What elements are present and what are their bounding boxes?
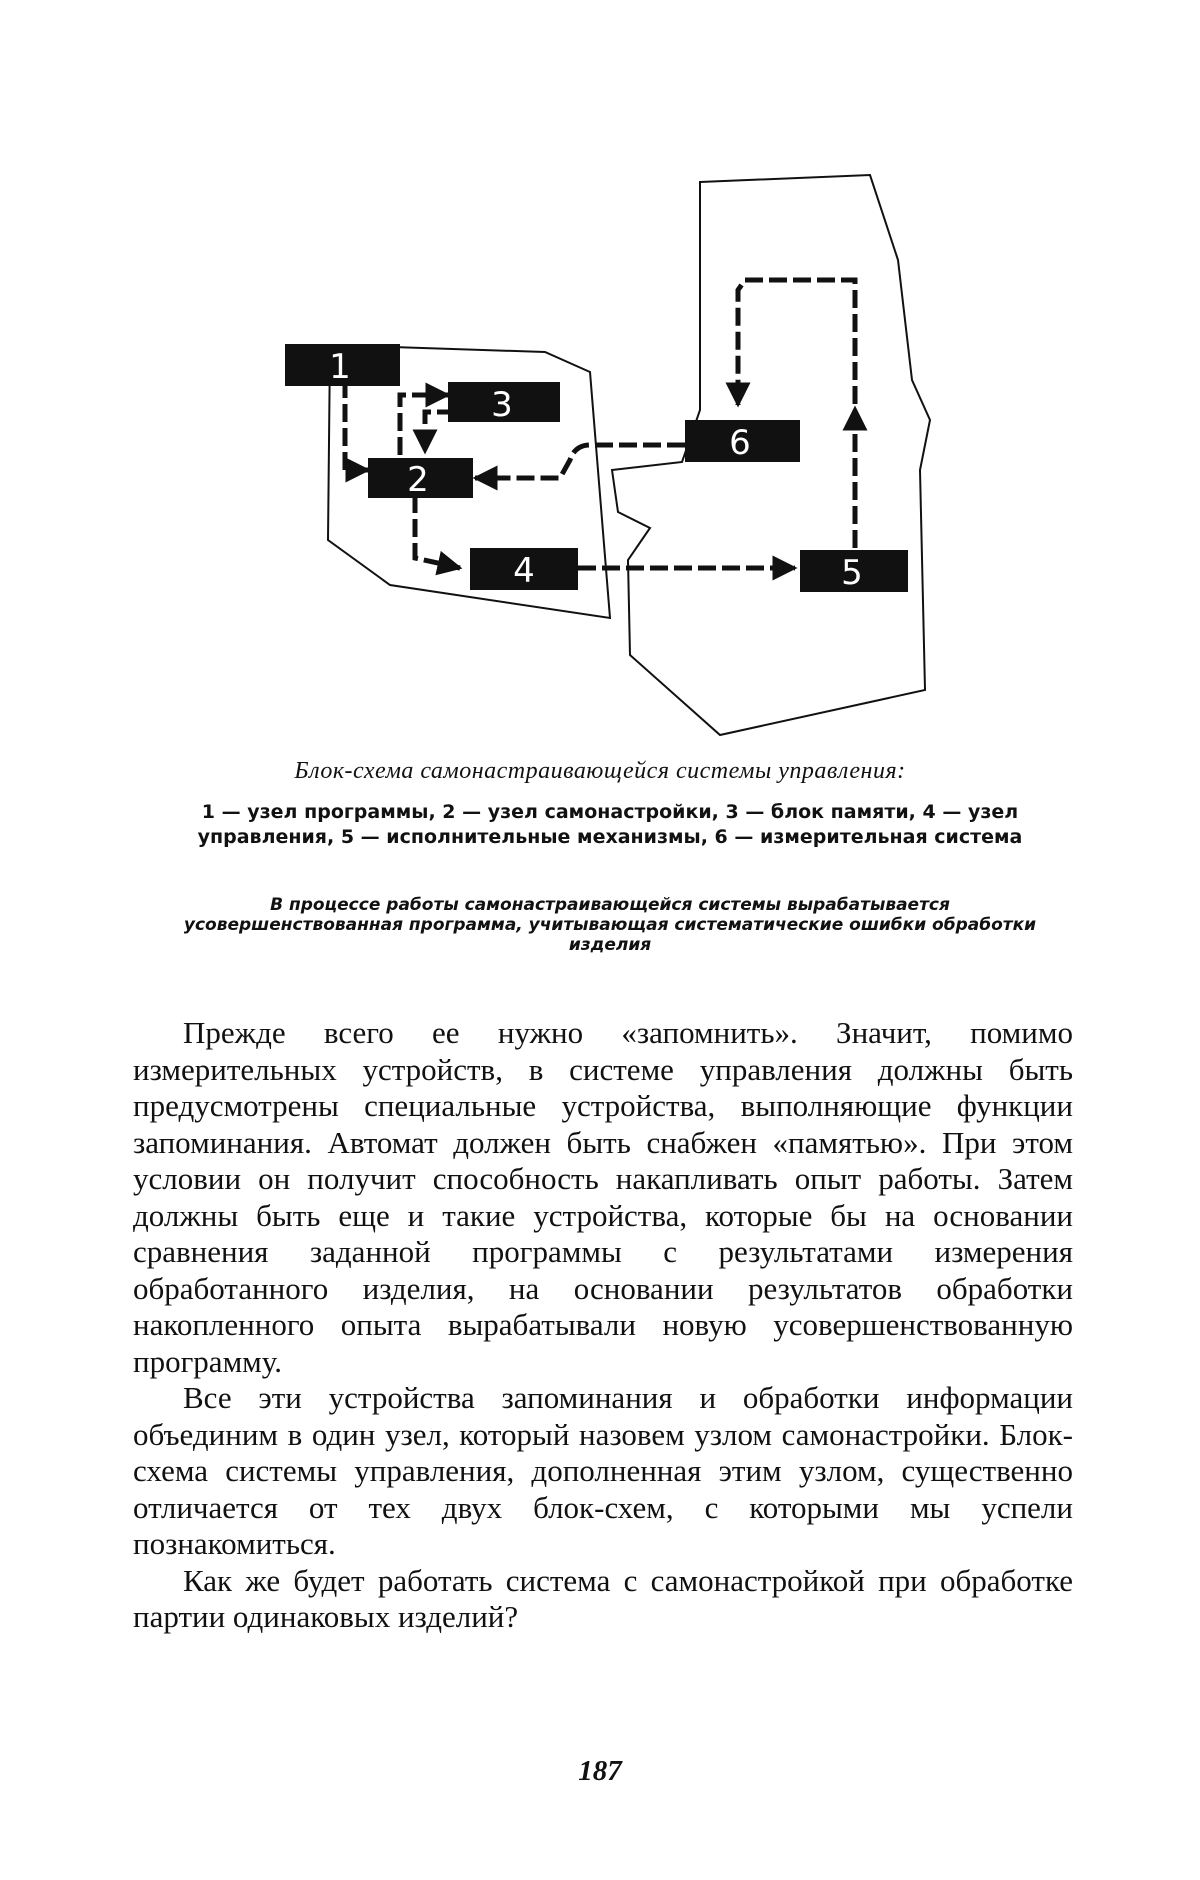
block-6 bbox=[685, 420, 800, 463]
figure-caption-legend: 1 — узел программы, 2 — узел самонастройки, 3 — блок памяти, 4 — узел управления, 5 — исполнительные механизмы, 6 — измерительная система bbox=[197, 801, 1023, 848]
figure-caption-note: В процессе работы самонастраивающейся системы вырабатывается усовершенствованная программа, учитывающая систематические ошибки обработки изделия bbox=[183, 895, 1037, 955]
block-4 bbox=[470, 548, 578, 591]
arrow-2-to-4 bbox=[415, 495, 460, 568]
block-4-label: 4 bbox=[513, 551, 535, 591]
block-3-label: 3 bbox=[491, 385, 513, 425]
block-2-label: 2 bbox=[407, 460, 429, 500]
arrow-6-to-2 bbox=[475, 445, 685, 478]
body-text bbox=[133, 1015, 1073, 1636]
paragraph: Все эти устройства запоминания и обработки информации объединим в один узел, который назовем узлом самонастройки. Блок-схема системы управления, дополненная этим узлом, существенно отличается от тех двух блок-схем, с которыми мы успели познакомиться. bbox=[133, 1380, 1073, 1561]
block-1 bbox=[285, 344, 400, 387]
block-5 bbox=[800, 550, 908, 593]
block-diagram bbox=[0, 0, 1200, 760]
block-3 bbox=[448, 382, 560, 425]
paragraph: Как же будет работать система с самонастройкой при обработке партии одинаковых изделий? bbox=[133, 1562, 1073, 1634]
block-6-label: 6 bbox=[729, 423, 751, 463]
figure-caption-title: Блок-схема самонастраивающейся системы управления: bbox=[294, 758, 906, 784]
paragraph: Прежде всего ее нужно «запомнить». Значит, помимо измерительных устройств, в системе управления должны быть предусмотрены специальные устройства, выполняющие функции запоминания. Автомат должен быть снабжен «памятью». При этом условии он получит способность накапливать опыт работы. Затем должны быть еще и такие устройства, которые бы на основании сравнения заданной программы с результатами измерения обработанного изделия, на основании результатов обработки накопленного опыта вырабатывали новую усовершенствованную программу. bbox=[133, 1015, 1073, 1379]
page-number: 187 bbox=[578, 1755, 622, 1787]
block-2 bbox=[368, 458, 473, 500]
block-5-label: 5 bbox=[841, 553, 863, 593]
arrow-memory-loop bbox=[738, 280, 855, 548]
arrow-1-to-2 bbox=[345, 380, 368, 470]
block-1-label: 1 bbox=[329, 347, 351, 387]
